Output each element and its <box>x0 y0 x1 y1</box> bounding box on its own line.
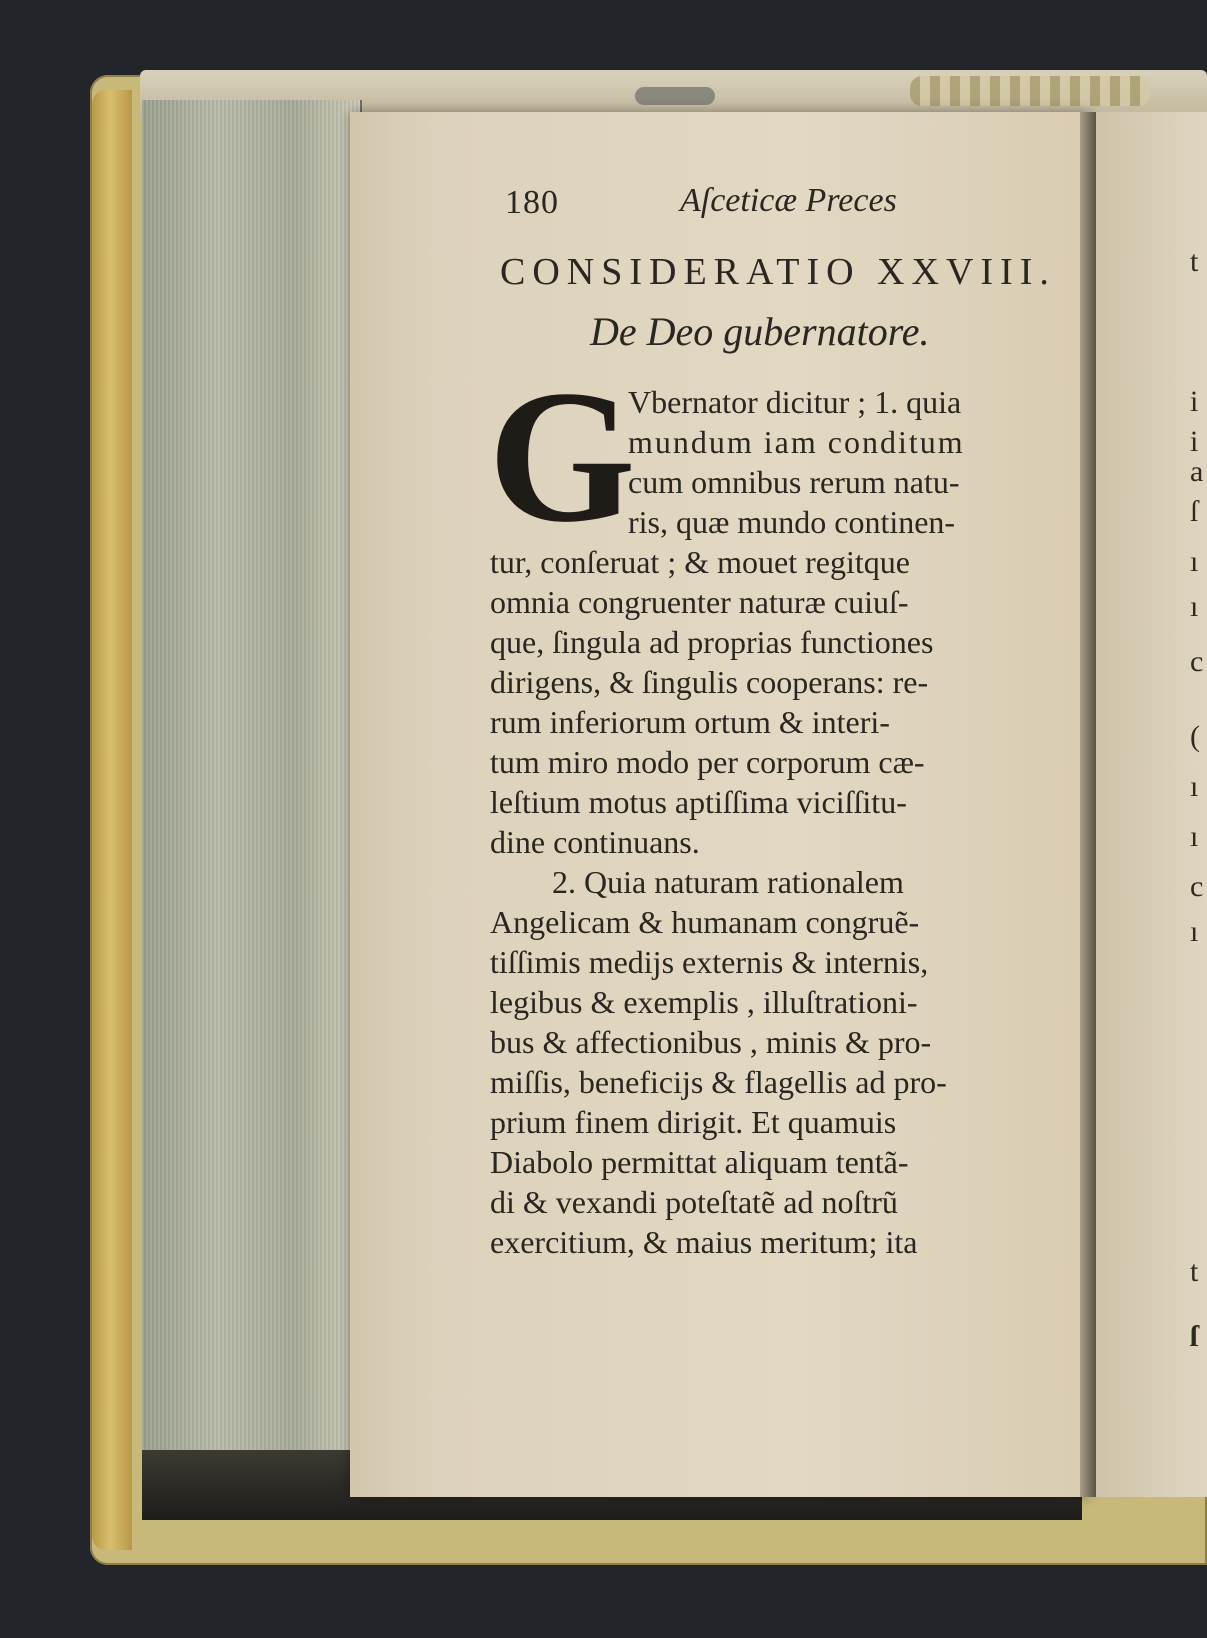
text-line: tum miro modo per corporum cæ- <box>490 744 925 780</box>
text-line: tur, conſeruat ; & mouet regitque <box>490 544 910 580</box>
running-title: Aſceticæ Preces <box>680 182 897 219</box>
text-line: tiſſimis medijs externis & internis, <box>490 944 929 980</box>
text-line: 2. Quia naturam rationalem <box>552 864 904 900</box>
facing-fragment: c <box>1190 870 1204 903</box>
text-line: rum inferiorum ortum & interi- <box>490 704 890 740</box>
text-line: omnia congruenter naturæ cuiuſ- <box>490 584 909 620</box>
text-line: prium finem dirigit. Et quamuis <box>490 1104 897 1140</box>
facing-fragment: ( <box>1190 720 1200 753</box>
facing-fragment: t <box>1190 245 1199 278</box>
text-line: ris, quæ mundo continen- <box>628 504 956 540</box>
page-number: 180 <box>505 184 559 221</box>
facing-fragment: i <box>1190 385 1199 418</box>
gutter <box>1080 112 1096 1497</box>
facing-fragment: ſ <box>1190 495 1199 528</box>
facing-fragment: ı <box>1190 770 1199 803</box>
text-line: exercitium, & maius meritum; ita <box>490 1224 918 1260</box>
running-head <box>505 182 1065 232</box>
text-line: leſtium motus aptiſſima viciſſitu- <box>490 784 907 820</box>
text-line: Diabolo permittat aliquam tentã- <box>490 1144 909 1180</box>
facing-fragment: i <box>1190 425 1199 458</box>
book-spine-edge <box>92 90 132 1550</box>
drop-cap: G <box>488 352 636 562</box>
text-line: que, ſingula ad proprias functiones <box>490 624 934 660</box>
text-line: Angelicam & humanam congruẽ- <box>490 904 920 940</box>
facing-page <box>1096 112 1207 1497</box>
text-line: mundum iam conditum <box>628 424 965 460</box>
headband-tab <box>635 87 715 105</box>
facing-fragment: ſ <box>1190 1320 1199 1353</box>
facing-fragment: c <box>1190 645 1204 678</box>
facing-fragment: ı <box>1190 820 1199 853</box>
headband-knot <box>910 76 1150 106</box>
facing-fragment: ı <box>1190 915 1199 948</box>
facing-fragment: t <box>1190 1255 1199 1288</box>
chapter-heading: CONSIDERATIO XXVIII. <box>500 251 1056 293</box>
text-line: dirigens, & ſingulis cooperans: re- <box>490 664 929 700</box>
facing-fragment: a <box>1190 455 1204 488</box>
page-block-edge <box>142 100 362 1475</box>
text-line: miſſis, beneficijs & flagellis ad pro- <box>490 1064 947 1100</box>
text-line: legibus & exemplis , illuſtrationi- <box>490 984 918 1020</box>
text-line: di & vexandi poteſtatẽ ad noſtrũ <box>490 1184 898 1220</box>
facing-fragment: ı <box>1190 590 1199 623</box>
text-line: dine continuans. <box>490 824 700 860</box>
facing-fragment: ı <box>1190 545 1199 578</box>
text-line: bus & affectionibus , minis & pro- <box>490 1024 932 1060</box>
chapter-subheading: De Deo gubernatore. <box>590 309 930 354</box>
text-line: Vbernator dicitur ; 1. quia <box>628 384 962 420</box>
text-line: cum omnibus rerum natu- <box>628 464 960 500</box>
